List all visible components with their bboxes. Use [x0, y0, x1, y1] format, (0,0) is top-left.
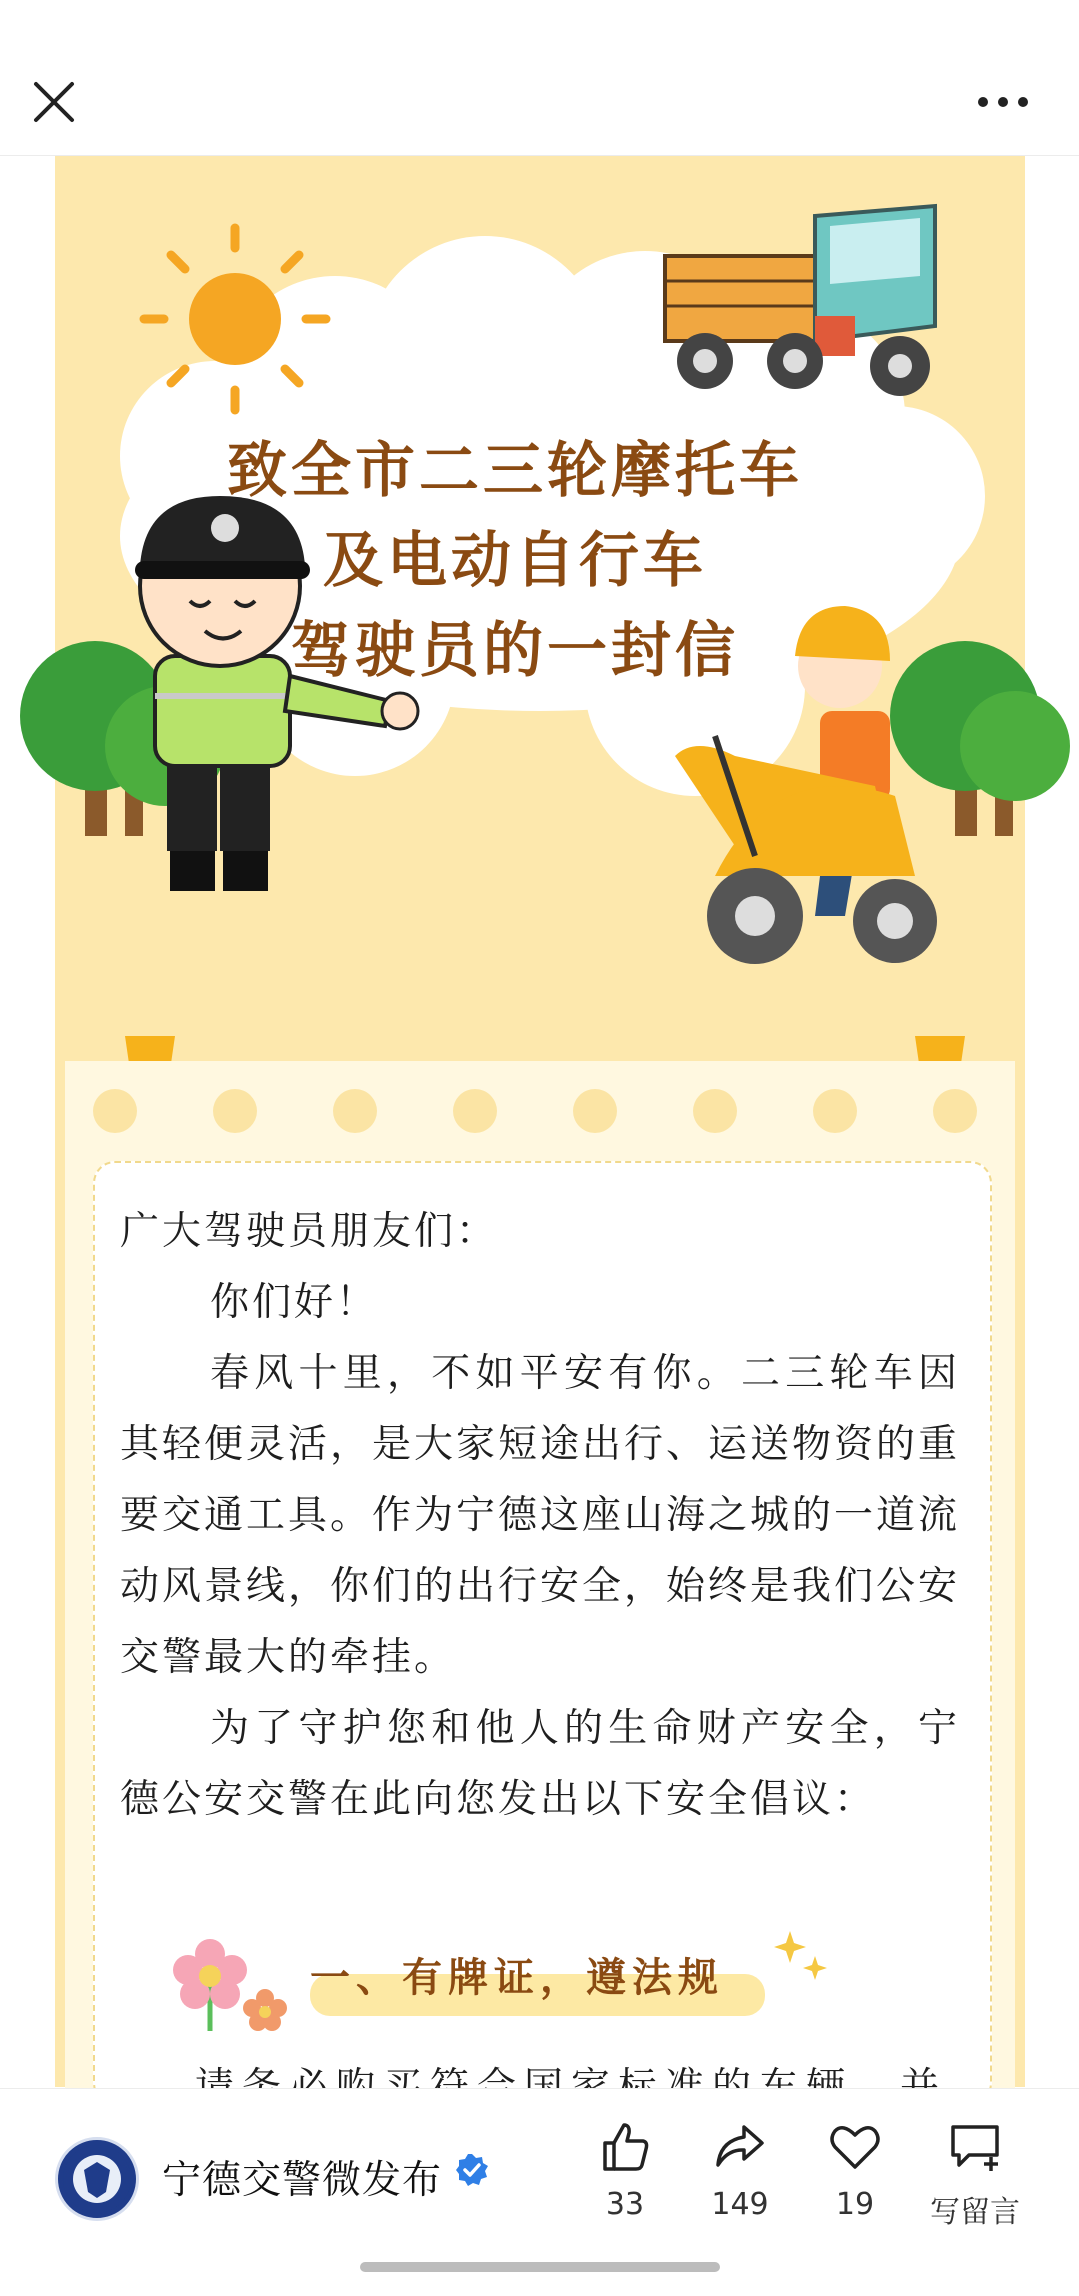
- article-content[interactable]: [0, 156, 1079, 2087]
- top-bar: [0, 0, 1079, 156]
- letter-paragraph-2: 为了守护您和他人的生命财产安全，宁德公安交警在此向您发出以下安全倡议：: [120, 1706, 960, 1822]
- heart-icon: [827, 2119, 883, 2175]
- comment-label: 写留言: [930, 2195, 1020, 2230]
- favorite-button[interactable]: [800, 2119, 910, 2249]
- letter-salutation: 广大驾驶员朋友们：: [120, 1209, 499, 1254]
- verified-badge-icon: [455, 2153, 489, 2187]
- flower-icon: [170, 1926, 310, 2036]
- close-icon[interactable]: [30, 78, 78, 126]
- like-button[interactable]: [570, 2119, 680, 2249]
- account-name[interactable]: 宁德交警微发布: [162, 2158, 443, 2203]
- share-count: 149: [711, 2187, 769, 2222]
- poster-title-line-1: 致全市二三轮摩托车: [227, 436, 803, 506]
- letter-text: [120, 1196, 960, 1835]
- sparkle-icon: [775, 1926, 835, 1996]
- poster-title-line-3: 驾驶员的一封信: [291, 616, 739, 686]
- poster-title-line-2: 及电动自行车: [323, 526, 707, 596]
- favorite-count: 19: [835, 2187, 875, 2222]
- poster-title: [205, 426, 825, 696]
- thumbs-up-icon: [597, 2119, 653, 2175]
- home-indicator[interactable]: [360, 2262, 720, 2272]
- section-header-1: [170, 1926, 870, 2036]
- tricycle-illustration: [665, 206, 935, 396]
- letter-paragraph-1: 春风十里，不如平安有你。二三轮车因其轻便灵活，是大家短途出行、运送物资的重要交通工具。作为宁德这座山海之城的一道流动风景线，你们的出行安全，始终是我们公安交警最大的牵挂。: [120, 1351, 961, 1680]
- section-title: 一、有牌证，遵法规: [310, 1955, 724, 2001]
- account-avatar[interactable]: [55, 2137, 139, 2221]
- share-button[interactable]: [685, 2119, 795, 2249]
- share-icon: [712, 2119, 768, 2175]
- comment-icon: [947, 2119, 1003, 2175]
- tree-right: [890, 641, 1070, 836]
- letter-greeting: 你们好！: [210, 1280, 379, 1325]
- police-badge-icon: [58, 2140, 142, 2224]
- comment-button[interactable]: [915, 2119, 1035, 2249]
- like-count: 33: [605, 2187, 645, 2222]
- paper-dots: [65, 1061, 1015, 1141]
- more-dots-icon[interactable]: [975, 92, 1031, 112]
